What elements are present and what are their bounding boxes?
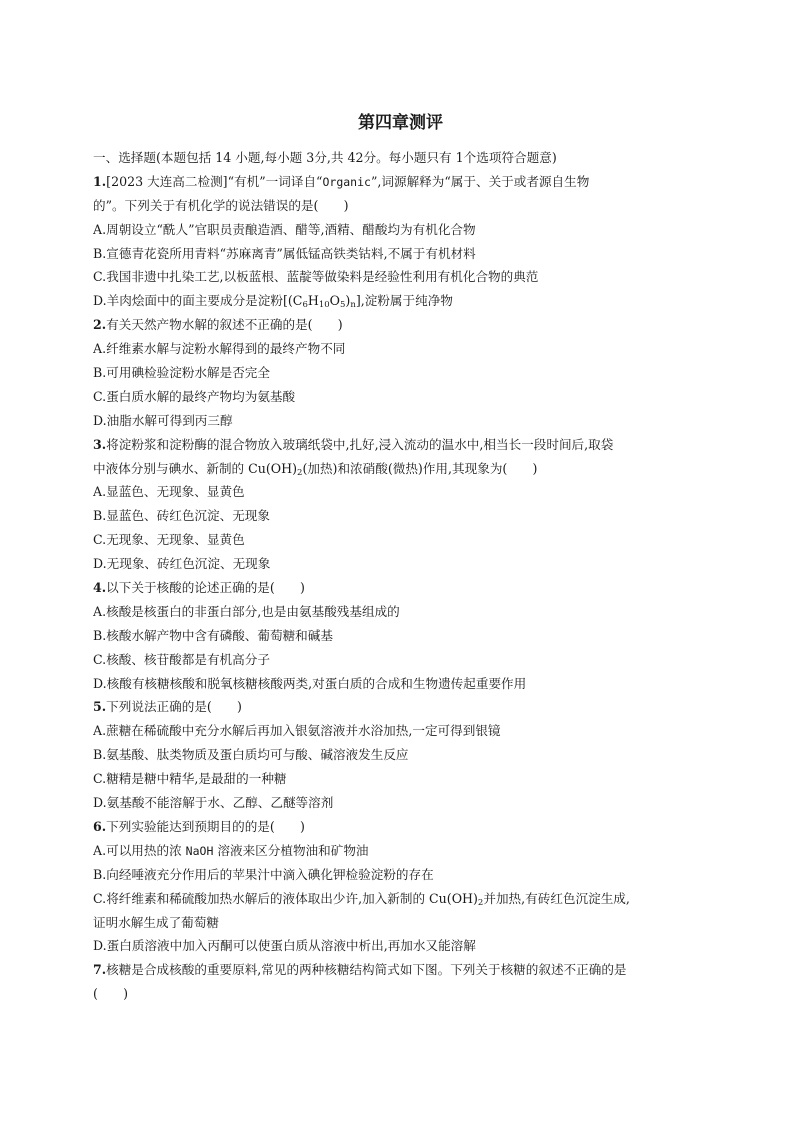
question-2-stem	[93, 313, 708, 337]
question-7-answer-paren: ( )	[93, 986, 129, 1002]
subscript: 2	[477, 897, 484, 908]
question-4-option-a: A.核酸是核蛋白的非蛋白部分,也是由氨基酸残基组成的	[93, 603, 400, 619]
question-text: 下列实验能达到预期目的的是( )	[106, 818, 305, 834]
option-text: 并加热,有砖红色沉淀生成,	[483, 890, 630, 906]
question-3-option-a: A.显蓝色、无现象、显黄色	[93, 484, 245, 500]
question-3-option-b: B.显蓝色、砖红色沉淀、无现象	[93, 508, 270, 524]
question-4-option-d: D.核酸有核糖核酸和脱氧核糖核酸两类,对蛋白质的合成和生物遗传起重要作用	[93, 675, 527, 691]
question-text: 有关天然产物水解的叙述不正确的是( )	[106, 317, 343, 333]
question-1-option-d	[93, 289, 708, 313]
question-4-option-b: B.核酸水解产物中含有磷酸、葡萄糖和碱基	[93, 627, 333, 643]
option-text: A.可以用热的浓	[93, 842, 186, 858]
question-number: 5.	[93, 699, 107, 715]
question-6-option-c	[93, 887, 708, 911]
question-number: 7.	[93, 962, 107, 978]
question-2-option-c: C.蛋白质水解的最终产物均为氨基酸	[93, 388, 296, 404]
option-text: ],淀粉属于纯净物	[355, 293, 453, 309]
question-1-stem-line-2: 的”。下列关于有机化学的说法错误的是( )	[93, 197, 349, 213]
subscript: 10	[318, 300, 330, 311]
question-2-option-b: B.可用碘检验淀粉水解是否完全	[93, 365, 270, 381]
question-number: 3.	[93, 436, 107, 452]
question-text: 下列说法正确的是( )	[106, 699, 242, 715]
question-5-option-d: D.氨基酸不能溶解于水、乙醇、乙醚等溶剂	[93, 795, 334, 811]
question-text: Organic	[322, 174, 371, 189]
question-6-option-a	[93, 839, 708, 863]
option-text: C.将纤维素和稀硫酸加热水解后的液体取出少许,加入新制的 Cu(OH)	[93, 890, 478, 906]
option-text: NaOH	[185, 843, 214, 858]
question-number: 6.	[93, 818, 107, 834]
question-6-option-d: D.蛋白质溶液中加入丙酮可以使蛋白质从溶液中析出,再加水又能溶解	[93, 938, 476, 954]
question-2-option-a: A.纤维素水解与淀粉水解得到的最终产物不同	[93, 341, 346, 357]
option-text: 溶液来区分植物油和矿物油	[213, 842, 369, 858]
option-text: H	[307, 293, 319, 309]
question-3-option-d: D.无现象、砖红色沉淀、无现象	[93, 556, 271, 572]
question-number: 4.	[93, 580, 107, 596]
question-1-option-c: C.我国非遗中扎染工艺,以板蓝根、蓝靛等做染料是经验性利用有机化合物的典范	[93, 269, 539, 285]
question-text: (加热)和浓硝酸(微热)作用,其现象为( )	[302, 460, 538, 476]
question-3-option-c: C.无现象、无现象、显黄色	[93, 532, 245, 548]
subscript: 2	[297, 467, 303, 478]
question-5-option-c: C.糖精是糖中精华,是最甜的一种糖	[93, 771, 287, 787]
option-text: D.羊肉烩面中的面主要成分是淀粉[(C	[93, 293, 303, 309]
question-2-option-d: D.油脂水解可得到丙三醇	[93, 412, 233, 428]
page-title: 第四章测评	[358, 113, 443, 133]
question-text: 以下关于核酸的论述正确的是( )	[106, 580, 305, 596]
question-5-option-b: B.氨基酸、肽类物质及蛋白质均可与酸、碱溶液发生反应	[93, 747, 409, 763]
question-5-stem	[93, 695, 708, 719]
question-1-stem-line-1	[93, 170, 708, 194]
question-text: 将淀粉浆和淀粉酶的混合物放入玻璃纸袋中,扎好,浸入流动的温水中,相当长一段时间后,取袋	[106, 436, 614, 452]
question-number: 2.	[93, 317, 107, 333]
question-6-option-c-line-2: 证明水解生成了葡萄糖	[93, 914, 219, 930]
subscript: n	[350, 300, 356, 311]
question-6-stem	[93, 815, 708, 839]
question-5-option-a: A.蔗糖在稀硫酸中充分水解后再加入银氨溶液并水浴加热,一定可得到银镜	[93, 723, 501, 739]
question-7-stem	[93, 958, 708, 982]
section-heading: 一、选择题(本题包括 14 小题,每小题 3分,共 42分。每小题只有 1个选项符合题意)	[93, 150, 557, 165]
question-text: 中液体分别与碘水、新制的 Cu(OH)	[93, 460, 298, 476]
subscript: 5	[340, 300, 346, 311]
question-number: 1.	[93, 173, 107, 189]
question-1-option-b: B.宣德青花瓷所用青料“苏麻离青”属低锰高铁类钴料,不属于有机材料	[93, 245, 476, 261]
question-text: 核糖是合成核酸的重要原料,常见的两种核糖结构简式如下图。下列关于核糖的叙述不正确的是	[106, 962, 627, 978]
question-3-stem-line-1	[93, 433, 708, 457]
question-text: [2023 大连高二检测]“有机”一词译自“	[106, 173, 323, 189]
question-6-option-b: B.向经唾液充分作用后的苹果汁中滴入碘化钾检验淀粉的存在	[93, 866, 434, 882]
question-4-stem	[93, 576, 708, 600]
subscript: 6	[302, 300, 308, 311]
question-1-option-a: A.周朝设立“酰人”官职员责酿造酒、醋等,酒精、醋酸均为有机化合物	[93, 221, 476, 237]
question-text: ”,词源解释为“属于、关于或者源自生物	[370, 173, 590, 189]
option-text: )	[345, 293, 351, 309]
question-list	[93, 146, 708, 1006]
question-3-stem-line-2	[93, 457, 708, 481]
option-text: O	[329, 293, 340, 309]
question-4-option-c: C.核酸、核苷酸都是有机高分子	[93, 651, 270, 667]
